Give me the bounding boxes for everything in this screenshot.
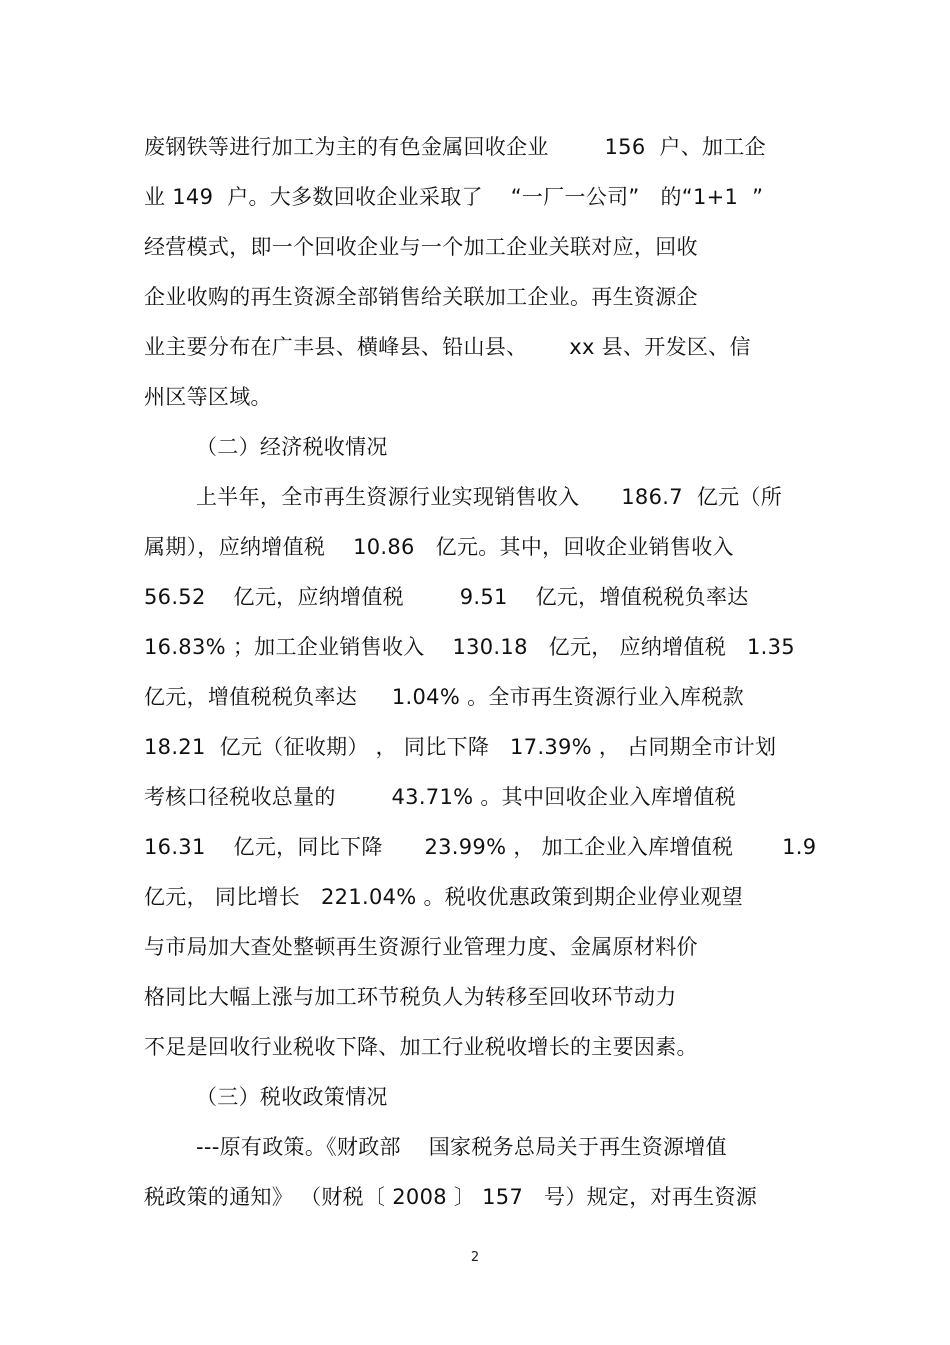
paragraph-line: 企业收购的再生资源全部销售给关联加工企业。再生资源企: [144, 285, 698, 309]
paragraph-line: 16.83% ；加工企业销售收入 130.18 亿元， 应纳增值税 1.35: [144, 635, 795, 659]
paragraph-line: 亿元， 同比增长 221.04% 。税收优惠政策到期企业停业观望: [144, 885, 744, 909]
paragraph-line: 18.21 亿元（征收期） ， 同比下降 17.39% ， 占同期全市计划: [144, 735, 777, 759]
paragraph-line: 亿元，增值税税负率达 1.04% 。全市再生资源行业入库税款: [144, 685, 744, 709]
paragraph-line: 业主要分布在广丰县、横峰县、铅山县、 xx 县、开发区、信: [144, 335, 751, 359]
paragraph-line: 16.31 亿元，同比下降 23.99% ， 加工企业入库增值税 1.9: [144, 835, 817, 859]
paragraph-line: 考核口径税收总量的 43.71% 。其中回收企业入库增值税: [144, 785, 736, 809]
paragraph-line: 废钢铁等进行加工为主的有色金属回收企业 156 户、加工企: [144, 135, 766, 159]
paragraph-line: 不足是回收行业税收下降、加工行业税收增长的主要因素。: [144, 1035, 698, 1059]
paragraph-line: 56.52 亿元，应纳增值税 9.51 亿元，增值税税负率达: [144, 585, 749, 609]
paragraph-line: 经营模式，即一个回收企业与一个加工企业关联对应，回收: [144, 235, 698, 259]
page-number: 2: [470, 1250, 480, 1265]
paragraph-line: 上半年，全市再生资源行业实现销售收入 186.7 亿元（所: [196, 485, 783, 509]
paragraph-line: 属期），应纳增值税 10.86 亿元。其中，回收企业销售收入: [144, 535, 734, 559]
paragraph-line: ---原有政策。《财政部 国家税务总局关于再生资源增值: [196, 1135, 727, 1159]
section-heading: （二）经济税收情况: [196, 435, 388, 459]
paragraph-line: 业 149 户。大多数回收企业采取了 “一厂一公司” 的“1+1 ”: [144, 185, 764, 209]
paragraph-line: 税政策的通知》 （财税〔 2008 〕 157 号）规定，对再生资源: [144, 1185, 758, 1209]
paragraph-line: 州区等区域。: [144, 385, 272, 409]
paragraph-line: 与市局加大查处整顿再生资源行业管理力度、金属原材料价: [144, 935, 698, 959]
paragraph-line: 格同比大幅上涨与加工环节税负人为转移至回收环节动力: [144, 985, 677, 1009]
section-heading: （三）税收政策情况: [196, 1085, 388, 1109]
